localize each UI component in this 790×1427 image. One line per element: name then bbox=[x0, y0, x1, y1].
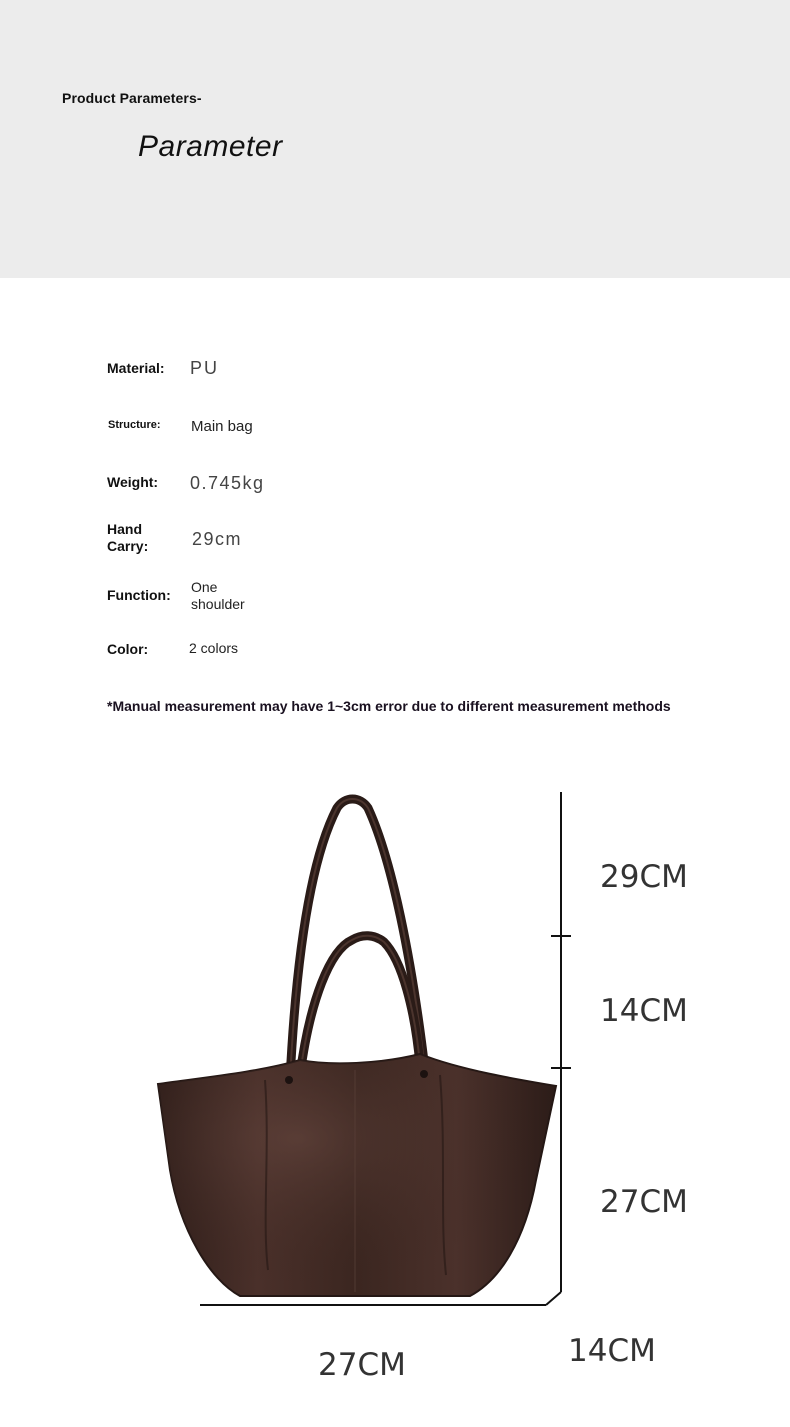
measurement-note: *Manual measurement may have 1~3cm error due to different measurement methods bbox=[107, 698, 671, 714]
material-label: Material: bbox=[107, 360, 165, 376]
height-label: 27CM bbox=[600, 1184, 688, 1220]
function-value: One shoulder bbox=[191, 579, 245, 612]
header-banner bbox=[0, 0, 790, 278]
color-value: 2 colors bbox=[189, 640, 239, 656]
material-value: PU bbox=[190, 358, 220, 378]
weight-label: Weight: bbox=[107, 474, 159, 490]
structure-value: Main bag bbox=[191, 418, 253, 435]
depth-label: 14CM bbox=[568, 1333, 656, 1369]
header-kicker: Product Parameters- bbox=[62, 90, 202, 106]
color-label: Color: bbox=[107, 641, 149, 657]
weight-value: 0.745kg bbox=[190, 473, 265, 493]
width-label: 27CM bbox=[318, 1347, 406, 1383]
handle-drop-label: 14CM bbox=[600, 993, 688, 1029]
hand-carry-label: Hand Carry: bbox=[107, 521, 149, 554]
function-label: Function: bbox=[107, 587, 171, 603]
structure-label: Structure: bbox=[108, 419, 161, 431]
strap-drop-label: 29CM bbox=[600, 859, 688, 895]
product-dimension-figure bbox=[0, 760, 790, 1427]
tote-bag-image bbox=[158, 799, 556, 1296]
hand-carry-value: 29cm bbox=[192, 529, 243, 549]
page-title: Parameter bbox=[138, 130, 283, 163]
